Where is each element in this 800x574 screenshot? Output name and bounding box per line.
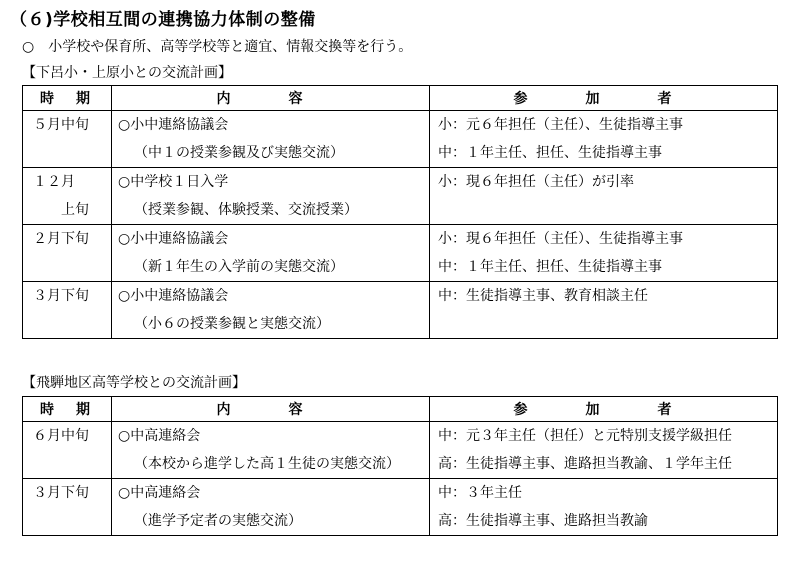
- content-cell: ○小中連絡協議会 （新１年生の入学前の実態交流）: [112, 225, 430, 282]
- section1-title: 【下呂小・上原小との交流計画】: [22, 65, 232, 81]
- table-header-row: [23, 86, 778, 111]
- table-row: [23, 168, 778, 225]
- period-cell: １２月 上旬: [23, 168, 112, 225]
- intro-text: ○ 小学校や保育所、高等学校等と適宜、情報交換等を行う。: [22, 39, 413, 55]
- content-cell: ○小中連絡協議会 （中１の授業参観及び実態交流）: [112, 111, 430, 168]
- content-cell: ○中高連絡会 （本校から進学した高１生徒の実態交流）: [112, 422, 430, 479]
- participants-cell: 中：元３年主任（担任）と元特別支援学級担任 高：生徒指導主事、進路担当教諭、１学年主任: [430, 422, 778, 479]
- header-content: 内 容: [112, 397, 430, 422]
- participants-cell: 中：生徒指導主事、教育相談主任: [430, 282, 778, 339]
- participants-cell: 中：３年主任 高：生徒指導主事、進路担当教諭: [430, 479, 778, 536]
- header-period: 時 期: [23, 86, 112, 111]
- header-participants: 参 加 者: [430, 86, 778, 111]
- table-row: [23, 282, 778, 339]
- header-content: 内 容: [112, 86, 430, 111]
- period-cell: ５月中旬: [23, 111, 112, 168]
- table-row: [23, 111, 778, 168]
- table-row: [23, 422, 778, 479]
- section-heading: （６)学校相互間の連携協力体制の整備: [10, 10, 316, 30]
- content-cell: ○中高連絡会 （進学予定者の実態交流）: [112, 479, 430, 536]
- content-cell: ○小中連絡協議会 （小６の授業参観と実態交流）: [112, 282, 430, 339]
- period-cell: ３月下旬: [23, 282, 112, 339]
- table-row: [23, 225, 778, 282]
- participants-cell: 小：現６年担任（主任）が引率: [430, 168, 778, 225]
- exchange-table-elementary: [22, 85, 778, 339]
- content-cell: ○中学校１日入学 （授業参観、体験授業、交流授業）: [112, 168, 430, 225]
- section2-title: 【飛騨地区高等学校との交流計画】: [22, 375, 246, 391]
- header-participants: 参 加 者: [430, 397, 778, 422]
- period-cell: ２月下旬: [23, 225, 112, 282]
- participants-cell: 小：現６年担任（主任）、生徒指導主事 中：１年主任、担任、生徒指導主事: [430, 225, 778, 282]
- exchange-table-highschool: [22, 396, 778, 536]
- period-cell: ６月中旬: [23, 422, 112, 479]
- period-cell: ３月下旬: [23, 479, 112, 536]
- header-period: 時 期: [23, 397, 112, 422]
- table-header-row: [23, 397, 778, 422]
- participants-cell: 小：元６年担任（主任）、生徒指導主事 中：１年主任、担任、生徒指導主事: [430, 111, 778, 168]
- table-row: [23, 479, 778, 536]
